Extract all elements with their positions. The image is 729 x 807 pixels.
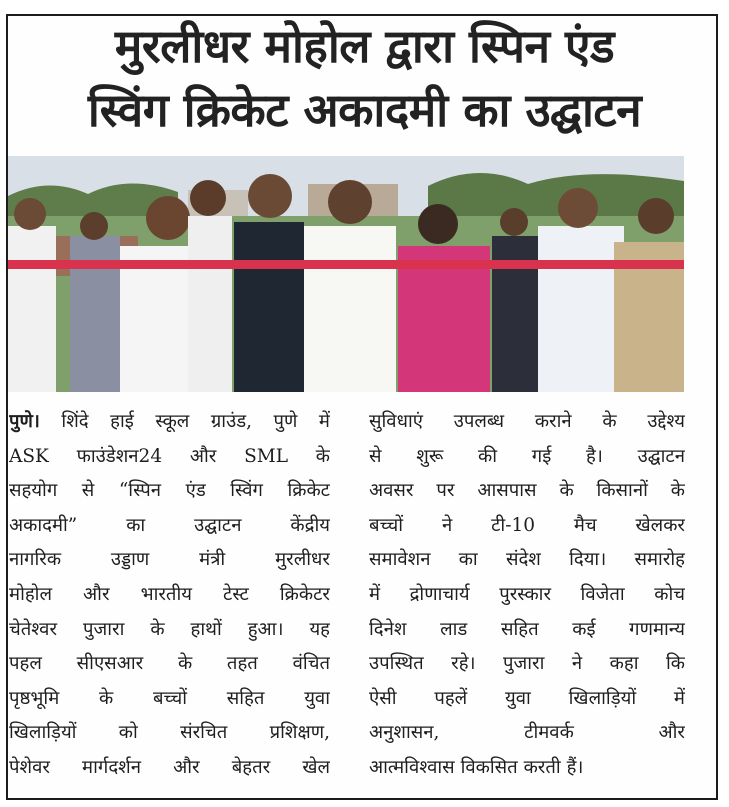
article-line: मोहोल और भारतीय टेस्ट क्रिकेटर xyxy=(9,583,330,605)
article-line: ऐसी पहलें युवा खिलाड़ियों में xyxy=(369,687,685,709)
article-line: अवसर पर आसपास के किसानों के xyxy=(369,480,685,502)
article-line: से शुरू की गई है। उद्घाटन xyxy=(369,445,685,467)
headline-line-1: मुरलीधर मोहोल द्वारा स्पिन एंड xyxy=(114,19,615,73)
article-line: बच्चों ने टी-10 मैच खेलकर xyxy=(369,514,685,536)
article-line: सहयोग से “स्पिन एंड स्विंग क्रिकेट xyxy=(9,480,330,502)
article-line: पेशेवर मार्गदर्शन और बेहतर खेल xyxy=(9,756,330,778)
article-line xyxy=(9,405,330,440)
headline-line-2: स्विंग क्रिकेट अकादमी का उद्घाटन xyxy=(87,83,642,137)
article-line: ASK फाउंडेशन24 और SML के xyxy=(9,445,330,467)
article-column-right xyxy=(369,405,685,786)
article-line: पृष्ठभूमि के बच्चों सहित युवा xyxy=(9,687,330,709)
article-line: पहल सीएसआर के तहत वंचित xyxy=(9,653,330,675)
article-column-left xyxy=(9,405,330,786)
ribbon-cutting-photo xyxy=(8,156,684,392)
article-line: समावेशन का संदेश दिया। समारोह xyxy=(369,549,685,571)
article-line: में द्रोणाचार्य पुरस्कार विजेता कोच xyxy=(369,583,685,605)
article-line-text: शिंदे हाई स्कूल ग्राउंड, पुणे में xyxy=(39,411,330,432)
article-line: चेतेश्वर पुजारा के हाथों हुआ। यह xyxy=(9,618,330,640)
article-line: नागरिक उड्डाण मंत्री मुरलीधर xyxy=(9,549,330,571)
article-line: अनुशासन, टीमवर्क और xyxy=(369,722,685,744)
dateline: पुणे। xyxy=(9,411,40,432)
article-line: उपस्थित रहे। पुजारा ने कहा कि xyxy=(369,653,685,675)
article-line: दिनेश लाड सहित कई गणमान्य xyxy=(369,618,685,640)
article-line: खिलाड़ियों को संरचित प्रशिक्षण, xyxy=(9,722,330,744)
article-line: सुविधाएं उपलब्ध कराने के उद्देश्य xyxy=(369,411,685,432)
article-line: आत्मविश्वास विकसित करती हैं। xyxy=(369,756,584,778)
article-line: अकादमी” का उद्घाटन केंद्रीय xyxy=(9,514,330,536)
headline xyxy=(8,14,721,142)
news-photo xyxy=(8,156,684,392)
